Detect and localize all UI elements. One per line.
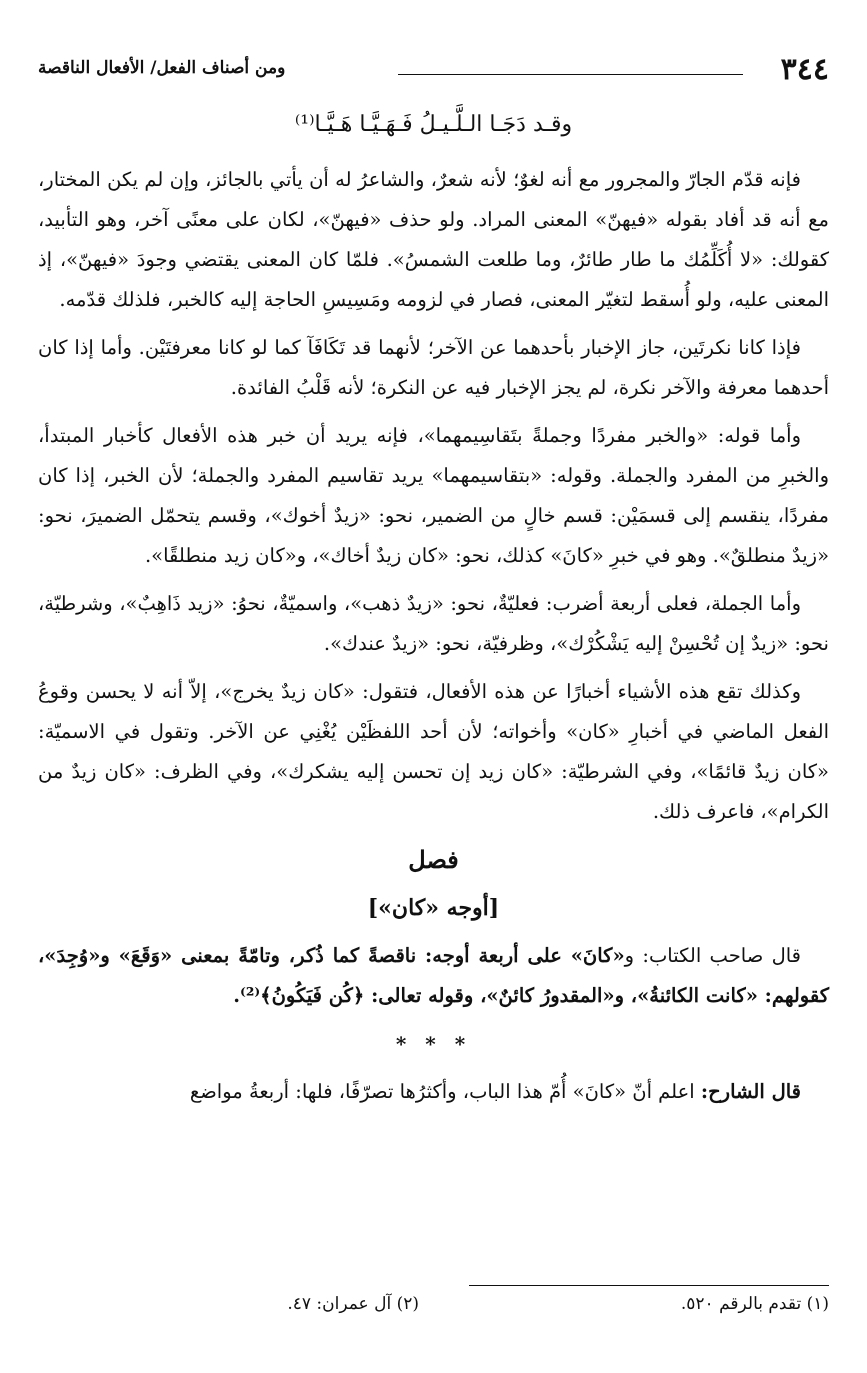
section-heading: فصل — [408, 845, 459, 874]
footnote-1: (١) تقدم بالرقم ٥٢٠. — [680, 1294, 829, 1314]
page-number: ٣٤٤ — [780, 52, 829, 87]
quote-bold-text: «كانَ» على أربعة أوجه: ناقصةً كما ذُكر، وتامّةً بمعنى «وَقَعَ» و«وُجِدَ»، كقولهم: «كانت الكائنةُ»، و«المقدورُ كائنٌ»، وقوله تعالى: ﴿كُن فَيَكُونُ﴾⁽²⁾. — [38, 944, 829, 1007]
footnote-2: (٢) آل عمران: ٤٧. — [287, 1294, 419, 1314]
commentary-text: اعلم أنّ «كانَ» أُمّ هذا الباب، وأكثرُها تصرّفًا، فلها: أربعةُ مواضع — [189, 1080, 701, 1103]
section-subheading: [أوجه «كان»] — [367, 895, 500, 921]
commentary-paragraph — [38, 1072, 829, 1112]
author-quote — [38, 936, 829, 1016]
quote-lead: قال صاحب الكتاب: و — [624, 944, 801, 967]
footnote-rule — [469, 1285, 829, 1286]
paragraph: فإنه قدّم الجارّ والمجرور مع أنه لغوٌ؛ لأنه شعرٌ، والشاعرُ له أن يأتي بالجائز، وإن لم يكن المختار، مع أنه قد أفاد بقوله «فيهنّ» المعنى المراد. ولو حذف «فيهنّ»، لكان على معنًى آخر، وهو التأبيد، كقولك: «لا أُكَلِّمُك ما طار طائرٌ، وما طلعت الشمسُ». فلمّا كان المعنى يقتضي وجودَ «فيهنّ»، إذ المعنى عليه، ولو أُسقط لتغيّر المعنى، فصار في لزومه ومَسِيسِ الحاجة إليه كالخبر، فلذلك قدّمه. — [38, 168, 829, 311]
paragraph: وأما الجملة، فعلى أربعة أضرب: فعليّةٌ، نحو: «زيدٌ ذهب»، واسميّةٌ، نحوُ: «زيد ذَاهِبٌ»، وشرطيّة، نحو: «زيدٌ إن تُحْسِنْ إليه يَشْكُرْك»، وظرفيّة، نحو: «زيدٌ عندك». — [38, 592, 829, 655]
running-title: ومن أصناف الفعل/ الأفعال الناقصة — [38, 58, 286, 78]
poetry-verse: وقـد دَجَـا الـلَّـيـلُ فَـهَـيَّـا هَـيَّـا⁽¹⁾ — [294, 112, 573, 137]
header-rule — [398, 74, 743, 75]
main-text — [38, 160, 829, 1120]
paragraph: وأما قوله: «والخبر مفردًا وجملةً بتَقاسِيمهما»، فإنه يريد أن خبر هذه الأفعال كأخبار المبتدأ، والخبرِ من المفرد والجملة. وقوله: «بتقاسيمهما» يريد تقاسيم المفرد والجملة؛ لأن الخبر، إذا كان مفردًا، ينقسم إلى قسمَيْن: قسم خالٍ من الضمير، نحو: «زيدٌ أخوك»، وقسم يتحمّل الضميرَ، نحو: «زيدٌ منطلقٌ». وهو في خبرِ «كانَ» كذلك، نحو: «كان زيدٌ أخاك»، و«كان زيد منطلقًا». — [38, 424, 829, 567]
separator-stars: * * * — [395, 1032, 472, 1056]
commentator-label: قال الشارح: — [700, 1080, 801, 1103]
paragraph: فإذا كانا نكرتَين، جاز الإخبار بأحدهما عن الآخر؛ لأنهما قد تَكَافَآ كما لو كانا معرفتَيْن. وأما إذا كان أحدهما معرفة والآخر نكرة، لم يجز الإخبار فيه عن النكرة؛ لأنه قَلْبُ الفائدة. — [38, 336, 829, 399]
paragraph: وكذلك تقع هذه الأشياء أخبارًا عن هذه الأفعال، فتقول: «كان زيدٌ يخرج»، إلاّ أنه لا يحسن وقوعُ الفعل الماضي في أخبارِ «كان» وأخواته؛ لأن أحد اللفظَيْن يُغْنِي عن الآخر. وتقول في الاسميّة: «كان زيدٌ قائمًا»، وفي الشرطيّة: «كان زيد إن تحسن إليه يشكرك»، وفي الظرف: «كان زيدٌ من الكرام»، فاعرف ذلك. — [38, 680, 829, 823]
page-header — [38, 52, 829, 92]
